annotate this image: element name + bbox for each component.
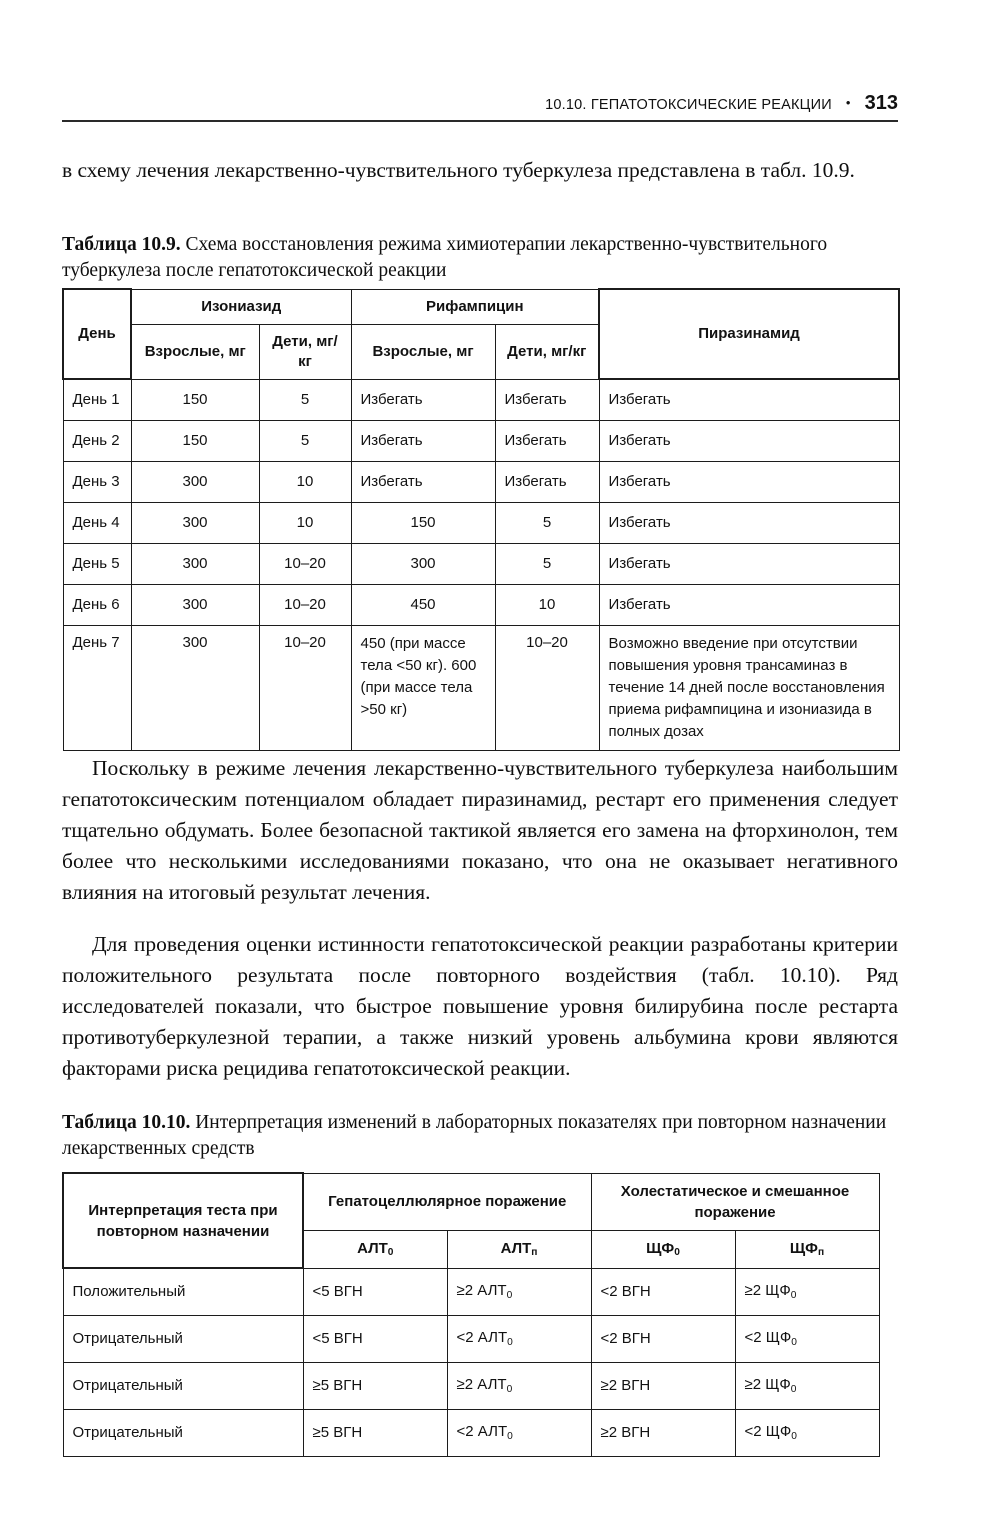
cell-rif-children: Избегать (495, 379, 599, 421)
running-head-section-title: 10.10. ГЕПАТОТОКСИЧЕСКИЕ РЕАКЦИИ (545, 97, 832, 113)
cell-alt-0: <5 ВГН (303, 1316, 447, 1363)
table-10-10-header-row-1 (63, 1173, 879, 1230)
cell-iso-children: 10 (259, 503, 351, 544)
table-row (63, 1316, 879, 1363)
cell-day: День 6 (63, 585, 131, 626)
th-alt-0-label: АЛТ (357, 1239, 388, 1257)
th-alt-0-subscript: 0 (387, 1247, 394, 1259)
cell-pyrazinamide: Избегать (599, 462, 899, 503)
running-head (62, 92, 898, 115)
table-10-10-caption-label: Таблица 10.10. (62, 1112, 191, 1133)
cell-iso-adults: 300 (131, 544, 259, 585)
th-rifampicin: Рифампицин (351, 289, 599, 324)
cell-rif-adults: Избегать (351, 462, 495, 503)
th-alp-0 (591, 1230, 735, 1268)
cell-day: День 2 (63, 421, 131, 462)
th-alp-n-subscript: п (817, 1247, 825, 1259)
body-paragraph-1 (62, 753, 898, 908)
cell-day: День 4 (63, 503, 131, 544)
th-hepatocellular: Гепатоцеллюлярное поражение (303, 1173, 591, 1230)
cell-iso-adults: 150 (131, 379, 259, 421)
cell-alt-n (447, 1316, 591, 1363)
cell-rif-children: Избегать (495, 421, 599, 462)
cell-alp-n-value: ≥2 ЩФ (744, 1281, 791, 1299)
table-10-9-header (63, 289, 899, 379)
table-10-10-body (63, 1268, 879, 1457)
th-interpretation: Интерпретация теста при повторном назначении (63, 1173, 303, 1268)
cell-iso-adults: 300 (131, 626, 259, 751)
th-alp-n-label: ЩФ (789, 1239, 818, 1257)
cell-rif-children: 10–20 (495, 626, 599, 751)
cell-rif-adults: 450 (351, 585, 495, 626)
cell-alp-n-subscript: 0 (790, 1289, 797, 1301)
cell-day: День 1 (63, 379, 131, 421)
cell-alt-n-subscript: 0 (506, 1289, 513, 1301)
th-rifampicin-children: Дети, мг/кг (495, 324, 599, 379)
cell-alp-n-subscript: 0 (791, 1336, 797, 1348)
table-10-9-caption-text: Схема восстановления режима химиотерапии лекарственно-чувствительного туберкулеза после гепатотоксической реакции (62, 234, 828, 281)
cell-rif-adults: 450 (при массе тела <50 кг). 600 (при массе тела >50 кг) (351, 626, 495, 751)
cell-alp-n-value: <2 ЩФ (744, 1423, 792, 1440)
cell-pyrazinamide: Избегать (599, 503, 899, 544)
cell-interpretation: Отрицательный (63, 1316, 303, 1363)
cell-rif-adults: 150 (351, 503, 495, 544)
cell-iso-adults: 150 (131, 421, 259, 462)
cell-alt-n-value: ≥2 АЛТ (456, 1376, 507, 1393)
th-rifampicin-adults: Взрослые, мг (351, 324, 495, 379)
header-rule (62, 120, 898, 122)
table-10-10-caption-text: Интерпретация изменений в лабораторных показателях при повторном назначении лекарственных средств (62, 1112, 887, 1159)
table-row (63, 421, 899, 462)
body-paragraph-1-text: Поскольку в режиме лечения лекарственно-чувствительного туберкулеза наибольшим гепатотоксическим потенциалом обладает пиразинамид, рестарт его применения следует тщательно обдумать. Более безопасной тактикой является его замена на фторхинолон, тем более что несколькими исследованиями показано, что она не оказывает негативного влияния на итоговый результат лечения. (62, 756, 898, 904)
cell-alp-n (735, 1410, 879, 1457)
th-alt-n-label: АЛТ (500, 1239, 532, 1257)
cell-alt-n-value: ≥2 АЛТ (456, 1281, 507, 1299)
cell-pyrazinamide: Избегать (599, 421, 899, 462)
cell-alt-n-value: <2 АЛТ (456, 1329, 508, 1346)
cell-iso-children: 10 (259, 462, 351, 503)
cell-iso-children: 10–20 (259, 626, 351, 751)
table-row (63, 585, 899, 626)
cell-iso-adults: 300 (131, 585, 259, 626)
cell-iso-adults: 300 (131, 503, 259, 544)
cell-alt-0: ≥5 ВГН (303, 1410, 447, 1457)
cell-rif-adults: Избегать (351, 421, 495, 462)
cell-alp-n-subscript: 0 (791, 1430, 797, 1442)
intro-paragraph: в схему лечения лекарственно-чувствительного туберкулеза представлена в табл. 10.9. (62, 158, 855, 182)
cell-pyrazinamide: Избегать (599, 544, 899, 585)
table-10-10-caption (62, 1110, 898, 1162)
cell-alp-n-value: ≥2 ЩФ (744, 1376, 791, 1393)
cell-pyrazinamide: Избегать (599, 379, 899, 421)
cell-alt-n-subscript: 0 (507, 1430, 513, 1442)
table-10-9-caption-label: Таблица 10.9. (62, 234, 181, 255)
th-pyrazinamide: Пиразинамид (599, 289, 899, 379)
cell-alt-n-value: <2 АЛТ (456, 1423, 508, 1440)
table-row (63, 503, 899, 544)
cell-day: День 3 (63, 462, 131, 503)
cell-alt-0: <5 ВГН (303, 1268, 447, 1316)
cell-day: День 5 (63, 544, 131, 585)
table-row (63, 462, 899, 503)
th-isoniazid-children: Дети, мг/кг (259, 324, 351, 379)
table-row (63, 544, 899, 585)
cell-pyrazinamide: Возможно введение при отсутствии повышения уровня трансаминаз в течение 14 дней после восстановления приема рифампицина и изониазида в полных дозах (599, 626, 899, 751)
th-alt-n (447, 1230, 591, 1268)
cell-alp-n-value: <2 ЩФ (744, 1329, 792, 1346)
cell-iso-children: 10–20 (259, 585, 351, 626)
table-row (63, 379, 899, 421)
cell-alt-n (447, 1363, 591, 1410)
cell-iso-children: 10–20 (259, 544, 351, 585)
table-10-9-body (63, 379, 899, 751)
th-isoniazid: Изониазид (131, 289, 351, 324)
th-cholestatic: Холестатическое и смешанное поражение (591, 1173, 879, 1230)
cell-interpretation: Отрицательный (63, 1410, 303, 1457)
bullet-separator-icon: • (845, 95, 851, 110)
body-paragraph-2-text: Для проведения оценки истинности гепатотоксической реакции разработаны критерии положительного результата после повторного воздействия (табл. 10.10). Ряд исследователей показали, что быстрое повышение уровня билирубина после рестарта противотуберкулезной терапии, а также низкий уровень альбумина крови являются факторами риска рецидива гепатотоксической реакции. (62, 932, 898, 1080)
cell-day: День 7 (63, 626, 131, 751)
cell-alt-0: ≥5 ВГН (303, 1363, 447, 1410)
cell-alt-n-subscript: 0 (507, 1336, 513, 1348)
cell-iso-children: 5 (259, 421, 351, 462)
table-row (63, 1268, 879, 1316)
cell-rif-children: 5 (495, 544, 599, 585)
cell-alp-n (735, 1363, 879, 1410)
cell-rif-children: 5 (495, 503, 599, 544)
table-10-10 (62, 1172, 880, 1457)
cell-alp-0: <2 ВГН (591, 1316, 735, 1363)
cell-rif-children: Избегать (495, 462, 599, 503)
table-10-10-header (63, 1173, 879, 1268)
th-alp-0-subscript: 0 (674, 1247, 680, 1259)
table-row (63, 626, 899, 751)
cell-iso-adults: 300 (131, 462, 259, 503)
cell-alp-n-subscript: 0 (790, 1383, 797, 1395)
cell-pyrazinamide: Избегать (599, 585, 899, 626)
cell-alt-n (447, 1410, 591, 1457)
table-10-9-caption (62, 232, 898, 284)
cell-interpretation: Положительный (63, 1268, 303, 1316)
cell-rif-children: 10 (495, 585, 599, 626)
table-10-9-header-row-1 (63, 289, 899, 324)
cell-alt-n (447, 1268, 591, 1316)
th-alp-n (735, 1230, 879, 1268)
body-paragraph-2 (62, 929, 898, 1084)
cell-rif-adults: 300 (351, 544, 495, 585)
cell-alp-0: ≥2 ВГН (591, 1410, 735, 1457)
cell-interpretation: Отрицательный (63, 1363, 303, 1410)
th-alt-0 (303, 1230, 447, 1268)
cell-iso-children: 5 (259, 379, 351, 421)
th-alp-0-label: ЩФ (646, 1239, 675, 1257)
cell-alp-n (735, 1316, 879, 1363)
cell-rif-adults: Избегать (351, 379, 495, 421)
cell-alp-0: ≥2 ВГН (591, 1363, 735, 1410)
th-isoniazid-adults: Взрослые, мг (131, 324, 259, 379)
page-number: 313 (864, 92, 898, 114)
cell-alt-n-subscript: 0 (506, 1383, 513, 1395)
cell-alp-n (735, 1268, 879, 1316)
cell-alp-0: <2 ВГН (591, 1268, 735, 1316)
th-day: День (63, 289, 131, 379)
table-10-9 (62, 288, 900, 751)
th-alt-n-subscript: п (531, 1247, 538, 1259)
table-row (63, 1363, 879, 1410)
table-row (63, 1410, 879, 1457)
